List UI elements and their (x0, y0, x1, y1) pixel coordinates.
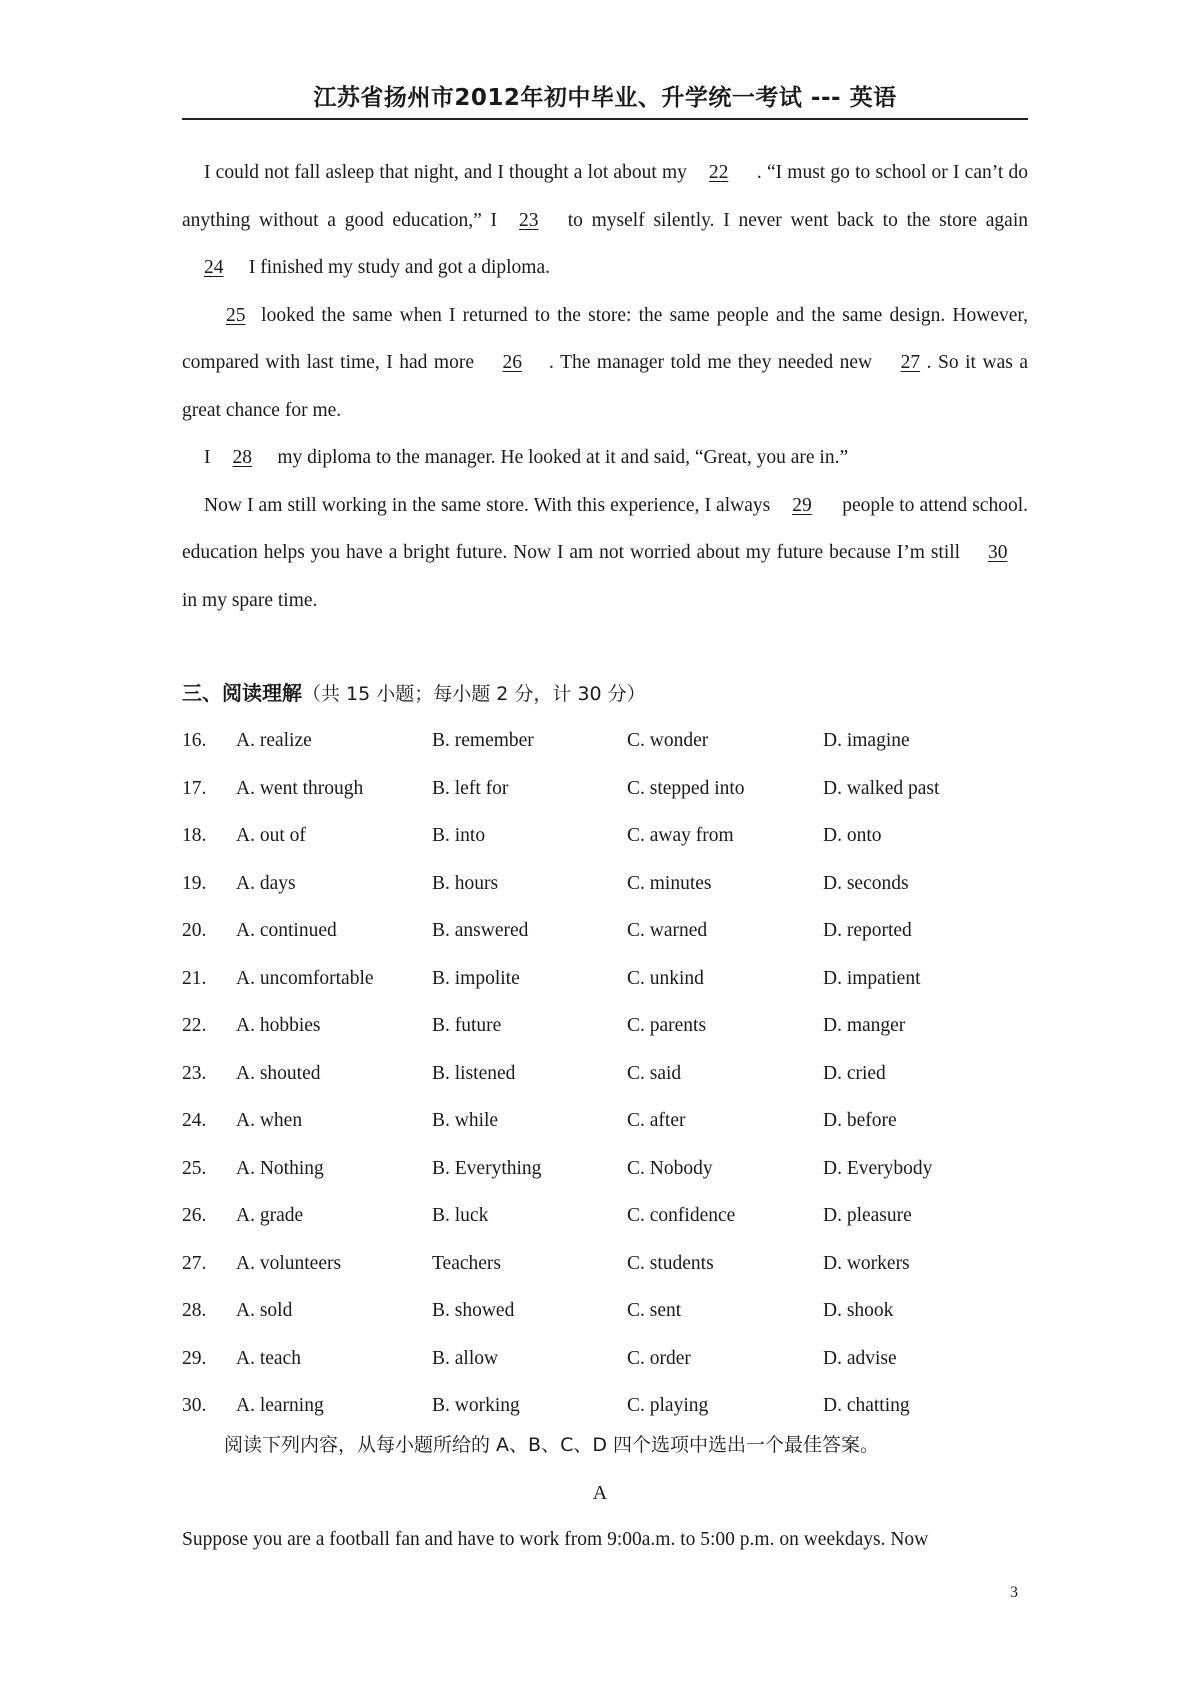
question-number: 27. (182, 1252, 207, 1274)
option-c: C. after (627, 1110, 686, 1131)
question-number: 23. (182, 1062, 207, 1084)
option-row (182, 860, 1028, 908)
option-d: D. Everybody (823, 1157, 933, 1179)
option-d: D. manger (823, 1015, 906, 1036)
option-a: A. Nothing (236, 1157, 324, 1179)
option-b: B. answered (432, 920, 529, 941)
option-b: B. allow (432, 1347, 499, 1369)
blank-23: 23 (519, 209, 539, 231)
paragraph-3 (182, 434, 1028, 482)
reading-passage-first-line: Suppose you are a football fan and have to work from 9:00a.m. to 5:00 p.m. on weekdays. Now (182, 1529, 929, 1550)
option-row (182, 1002, 1028, 1050)
option-row (182, 955, 1028, 1003)
option-d: D. chatting (823, 1395, 910, 1416)
question-number: 24. (182, 1110, 207, 1131)
option-c: C. confidence (627, 1205, 736, 1226)
option-b: B. luck (432, 1205, 489, 1226)
option-d: D. pleasure (823, 1205, 912, 1226)
option-b: B. future (432, 1015, 502, 1036)
option-a: A. volunteers (236, 1252, 342, 1274)
question-number: 29. (182, 1347, 207, 1369)
option-b: B. hours (432, 872, 499, 894)
option-c: C. wonder (627, 730, 709, 751)
question-number: 22. (182, 1015, 207, 1036)
text: to myself silently. I never went back to the store again (559, 209, 1028, 231)
option-a: A. out of (236, 825, 306, 846)
option-d: D. shook (823, 1300, 894, 1321)
option-a: A. uncomfortable (236, 967, 374, 989)
option-b: B. showed (432, 1300, 515, 1321)
option-b: Teachers (432, 1252, 502, 1274)
option-d: D. workers (823, 1252, 910, 1274)
option-d: D. advise (823, 1347, 897, 1369)
option-c: C. minutes (627, 872, 712, 894)
option-b: B. Everything (432, 1157, 542, 1179)
option-row (182, 812, 1028, 860)
option-c: C. playing (627, 1395, 709, 1416)
option-row (182, 1145, 1028, 1193)
option-row (182, 717, 1028, 765)
section-note: （共 15 小题；每小题 2 分，计 30 分） (302, 683, 646, 705)
section-heading: 三、阅读理解 (182, 681, 302, 705)
option-d: D. before (823, 1110, 897, 1131)
text: . The manager told me they needed new (542, 352, 879, 373)
passage-label: A (592, 1482, 608, 1504)
option-d: D. impatient (823, 967, 921, 989)
question-number: 16. (182, 730, 207, 751)
option-a: A. continued (236, 920, 337, 941)
option-b: B. into (432, 825, 486, 846)
blank-29: 29 (792, 494, 812, 516)
option-a: A. learning (236, 1395, 324, 1416)
blank-25: 25 (226, 304, 246, 326)
option-row (182, 1287, 1028, 1335)
page-number: 3 (1010, 1584, 1018, 1601)
option-c: C. order (627, 1347, 691, 1369)
text: I could not fall asleep that night, and I thought a lot about my (204, 162, 687, 183)
question-number: 30. (182, 1395, 207, 1416)
option-d: D. seconds (823, 872, 909, 894)
option-row (182, 1050, 1028, 1098)
option-c: C. said (627, 1062, 682, 1084)
option-c: C. sent (627, 1300, 682, 1321)
blank-22: 22 (708, 162, 729, 183)
option-c: C. Nobody (627, 1157, 713, 1179)
text: people to attend school. education helps you have a bright future. Now I am not worried about my future because I’m still (182, 494, 1029, 563)
blank-26: 26 (502, 352, 523, 373)
question-number: 19. (182, 872, 207, 894)
option-row (182, 1382, 1028, 1430)
text: I (204, 447, 211, 468)
text: looked the same when I returned to the store: the same people and the same design. However, compared with last time, I had more (182, 304, 1028, 373)
header-title: 江苏省扬州市2012年初中毕业、升学统一考试 --- 英语 (313, 85, 897, 111)
text: my diploma to the manager. He looked at it and said, “Great, you are in.” (272, 447, 849, 468)
question-number: 25. (182, 1157, 207, 1179)
option-d: D. onto (823, 825, 882, 846)
option-c: C. warned (627, 920, 708, 941)
option-b: B. while (432, 1110, 499, 1131)
option-row (182, 907, 1028, 955)
section-title (182, 673, 646, 714)
option-d: D. imagine (823, 730, 910, 751)
text: Now I am still working in the same store. With this experience, I always (204, 494, 771, 516)
blank-28: 28 (232, 447, 252, 468)
option-a: A. grade (236, 1205, 304, 1226)
answer-options (182, 717, 1028, 1430)
option-a: A. shouted (236, 1062, 321, 1084)
option-row (182, 1097, 1028, 1145)
option-a: A. hobbies (236, 1015, 321, 1036)
question-number: 17. (182, 777, 207, 799)
option-b: B. working (432, 1395, 520, 1416)
option-a: A. days (236, 872, 296, 894)
option-a: A. teach (236, 1347, 301, 1369)
page-header (182, 78, 1028, 120)
paragraph-4 (182, 482, 1028, 625)
option-a: A. realize (236, 730, 312, 751)
question-number: 28. (182, 1300, 207, 1321)
option-a: A. went through (236, 777, 364, 799)
option-row (182, 765, 1028, 813)
question-number: 20. (182, 920, 207, 941)
option-c: C. stepped into (627, 777, 745, 799)
question-number: 21. (182, 967, 207, 989)
option-b: B. listened (432, 1062, 516, 1084)
option-row (182, 1192, 1028, 1240)
blank-27: 27 (900, 352, 921, 373)
option-c: C. unkind (627, 967, 704, 989)
option-c: C. parents (627, 1015, 707, 1036)
text: in my spare time. (182, 589, 318, 611)
text: I finished my study and got a diploma. (244, 257, 551, 278)
option-b: B. left for (432, 777, 509, 799)
option-c: C. away from (627, 825, 734, 846)
paragraph-1 (182, 149, 1028, 292)
option-d: D. reported (823, 920, 912, 941)
question-number: 18. (182, 825, 207, 846)
option-a: A. sold (236, 1300, 293, 1321)
text: . “I must go to school or I can’t do anything without a good education,” I (182, 162, 1028, 231)
option-b: B. impolite (432, 967, 520, 989)
option-row (182, 1335, 1028, 1383)
option-d: D. cried (823, 1062, 886, 1084)
blank-24: 24 (204, 257, 224, 278)
reading-instruction: 阅读下列内容，从每小题所给的 A、B、C、D 四个选项中选出一个最佳答案。 (224, 1434, 880, 1456)
option-d: D. walked past (823, 777, 940, 799)
option-row (182, 1240, 1028, 1288)
option-b: B. remember (432, 730, 534, 751)
question-number: 26. (182, 1205, 207, 1226)
blank-30: 30 (988, 542, 1008, 563)
option-a: A. when (236, 1110, 303, 1131)
cloze-passage (182, 149, 1028, 624)
text: . So it was a great chance for me. (182, 352, 1028, 421)
paragraph-2 (182, 292, 1028, 435)
option-c: C. students (627, 1252, 714, 1274)
